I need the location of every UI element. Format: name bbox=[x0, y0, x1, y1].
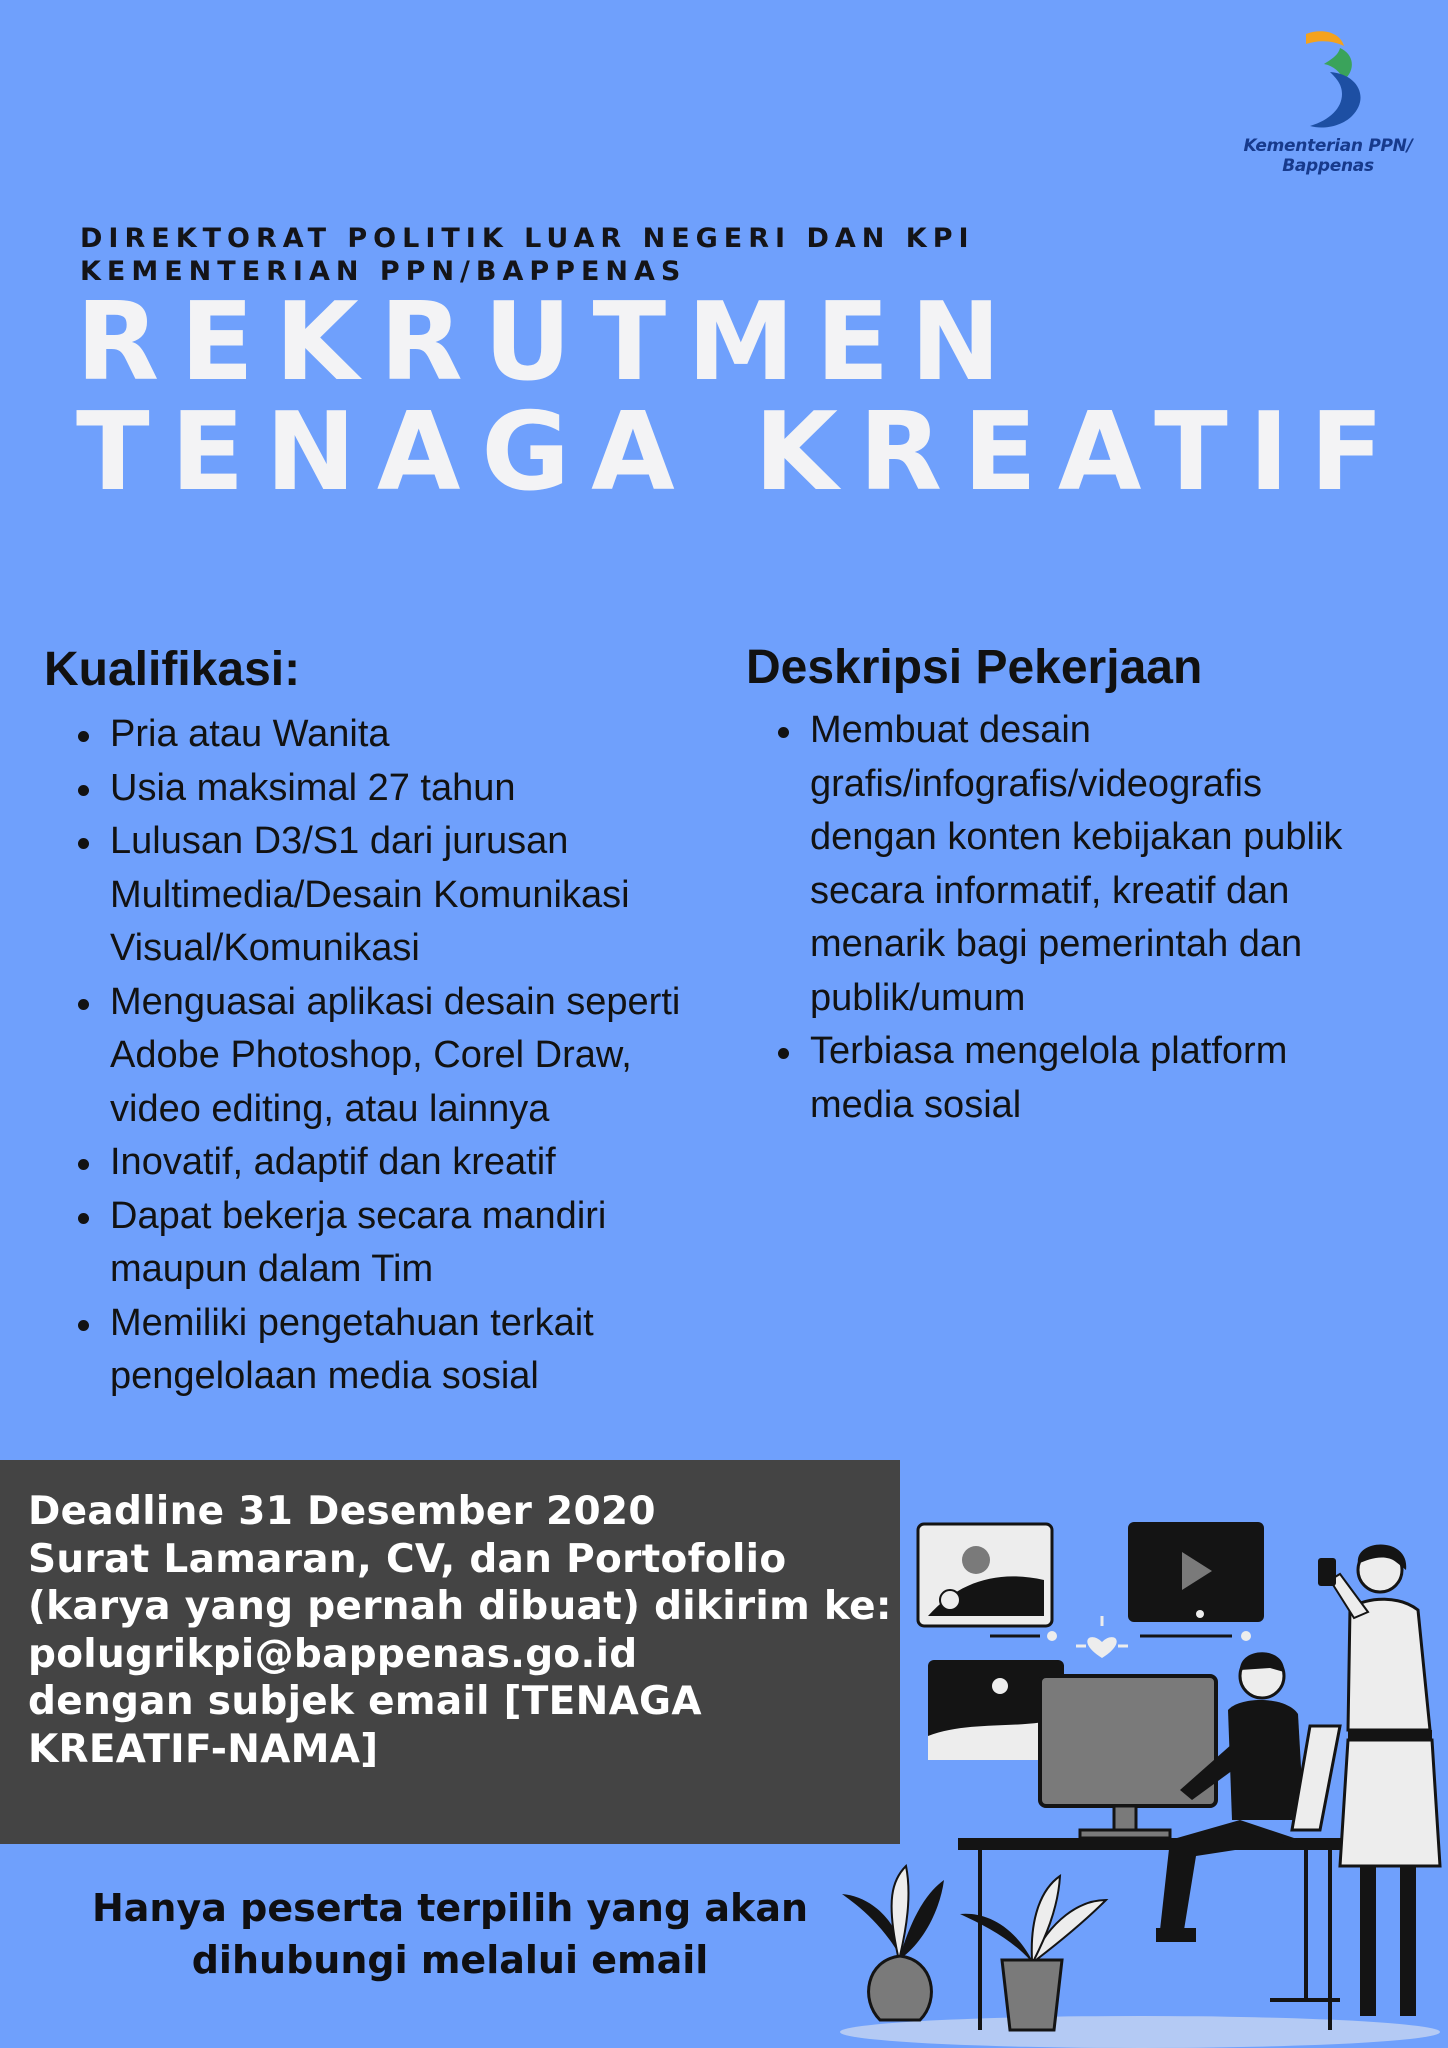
page-title bbox=[76, 280, 1405, 515]
list-item-line: Usia maksimal 27 tahun bbox=[110, 766, 516, 809]
list-item-line: Menguasai aplikasi desain seperti bbox=[110, 980, 681, 1023]
qualifications-list bbox=[78, 708, 758, 1404]
list-item bbox=[78, 976, 758, 1137]
documents-send-text: (karya yang pernah dibuat) dikirim ke: bbox=[28, 1584, 892, 1629]
list-item-line: Visual/Komunikasi bbox=[110, 927, 420, 969]
list-item-line: video editing, atau lainnya bbox=[110, 1087, 550, 1130]
note-line2: dihubungi melalui email bbox=[191, 1938, 709, 1982]
title-line-rekrutmen: REKRUTMEN bbox=[76, 280, 1022, 405]
list-item bbox=[778, 704, 1398, 1025]
list-item bbox=[78, 1136, 758, 1190]
bappenas-logo bbox=[1238, 28, 1418, 188]
image-card-icon bbox=[918, 1524, 1057, 1641]
list-item-line: Lulusan D3/S1 dari jurusan bbox=[110, 820, 569, 862]
monitor-icon bbox=[1040, 1676, 1216, 1838]
email-subject-text-cont: KREATIF-NAMA] bbox=[28, 1726, 379, 1772]
list-item-line: Adobe Photoshop, Corel Draw, bbox=[110, 1034, 632, 1076]
list-item-line: dengan konten kebijakan publik bbox=[810, 816, 1343, 858]
logo-text-line2: Bappenas bbox=[1282, 156, 1374, 176]
list-item-line: Inovatif, adaptif dan kreatif bbox=[110, 1141, 556, 1183]
list-item-line: Membuat desain bbox=[810, 709, 1091, 751]
application-info-panel bbox=[0, 1460, 900, 1844]
list-item-line: grafis/infografis/videografis bbox=[810, 762, 1262, 805]
plant-icon bbox=[842, 1866, 944, 2020]
list-item-line: menarik bagi pemerintah dan bbox=[810, 923, 1303, 965]
creative-workers-illustration bbox=[840, 1500, 1448, 2048]
list-item bbox=[78, 762, 758, 816]
bappenas-logo-icon bbox=[1300, 28, 1370, 134]
list-item bbox=[78, 815, 758, 976]
organization-name bbox=[80, 222, 975, 288]
list-item-line: Multimedia/Desain Komunikasi bbox=[110, 873, 630, 916]
list-item-line: secara informatif, kreatif dan bbox=[810, 869, 1290, 912]
qualifications-heading: Kualifikasi: bbox=[44, 643, 301, 696]
list-item-line: Memiliki pengetahuan terkait bbox=[110, 1301, 594, 1344]
list-item bbox=[778, 1025, 1398, 1132]
org-line-directorate: DIREKTORAT POLITIK LUAR NEGERI DAN KPI bbox=[80, 223, 975, 254]
list-item-line: maupun dalam Tim bbox=[110, 1248, 434, 1290]
job-description-heading: Deskripsi Pekerjaan bbox=[746, 641, 1203, 694]
selection-note bbox=[30, 1882, 870, 1986]
heart-icon bbox=[1076, 1616, 1128, 1658]
list-item-line: Terbiasa mengelola platform bbox=[810, 1030, 1288, 1072]
video-card-icon bbox=[1128, 1522, 1264, 1641]
documents-text: Surat Lamaran, CV, dan Portofolio bbox=[28, 1536, 787, 1582]
title-line-tenaga-kreatif: TENAGA KREATIF bbox=[76, 390, 1405, 515]
list-item bbox=[78, 1190, 758, 1297]
job-description-list bbox=[778, 704, 1398, 1132]
list-item-line: Pria atau Wanita bbox=[110, 713, 390, 755]
woman-with-phone-icon bbox=[1318, 1544, 1440, 2016]
list-item-line: media sosial bbox=[810, 1083, 1022, 1126]
list-item-line: Dapat bekerja secara mandiri bbox=[110, 1194, 607, 1237]
note-line1: Hanya peserta terpilih yang akan bbox=[91, 1886, 809, 1930]
list-item-line: pengelolaan media sosial bbox=[110, 1355, 539, 1397]
deadline-text: Deadline 31 Desember 2020 bbox=[28, 1489, 656, 1534]
logo-text-line1: Kementerian PPN/ bbox=[1243, 136, 1413, 156]
org-line-ministry: KEMENTERIAN PPN/BAPPENAS bbox=[80, 256, 687, 287]
contact-email[interactable]: polugrikpi@bappenas.go.id bbox=[28, 1631, 638, 1677]
list-item bbox=[78, 708, 758, 762]
email-subject-text: dengan subjek email [TENAGA bbox=[28, 1679, 702, 1724]
list-item-line: publik/umum bbox=[810, 976, 1026, 1019]
list-item bbox=[78, 1297, 758, 1404]
